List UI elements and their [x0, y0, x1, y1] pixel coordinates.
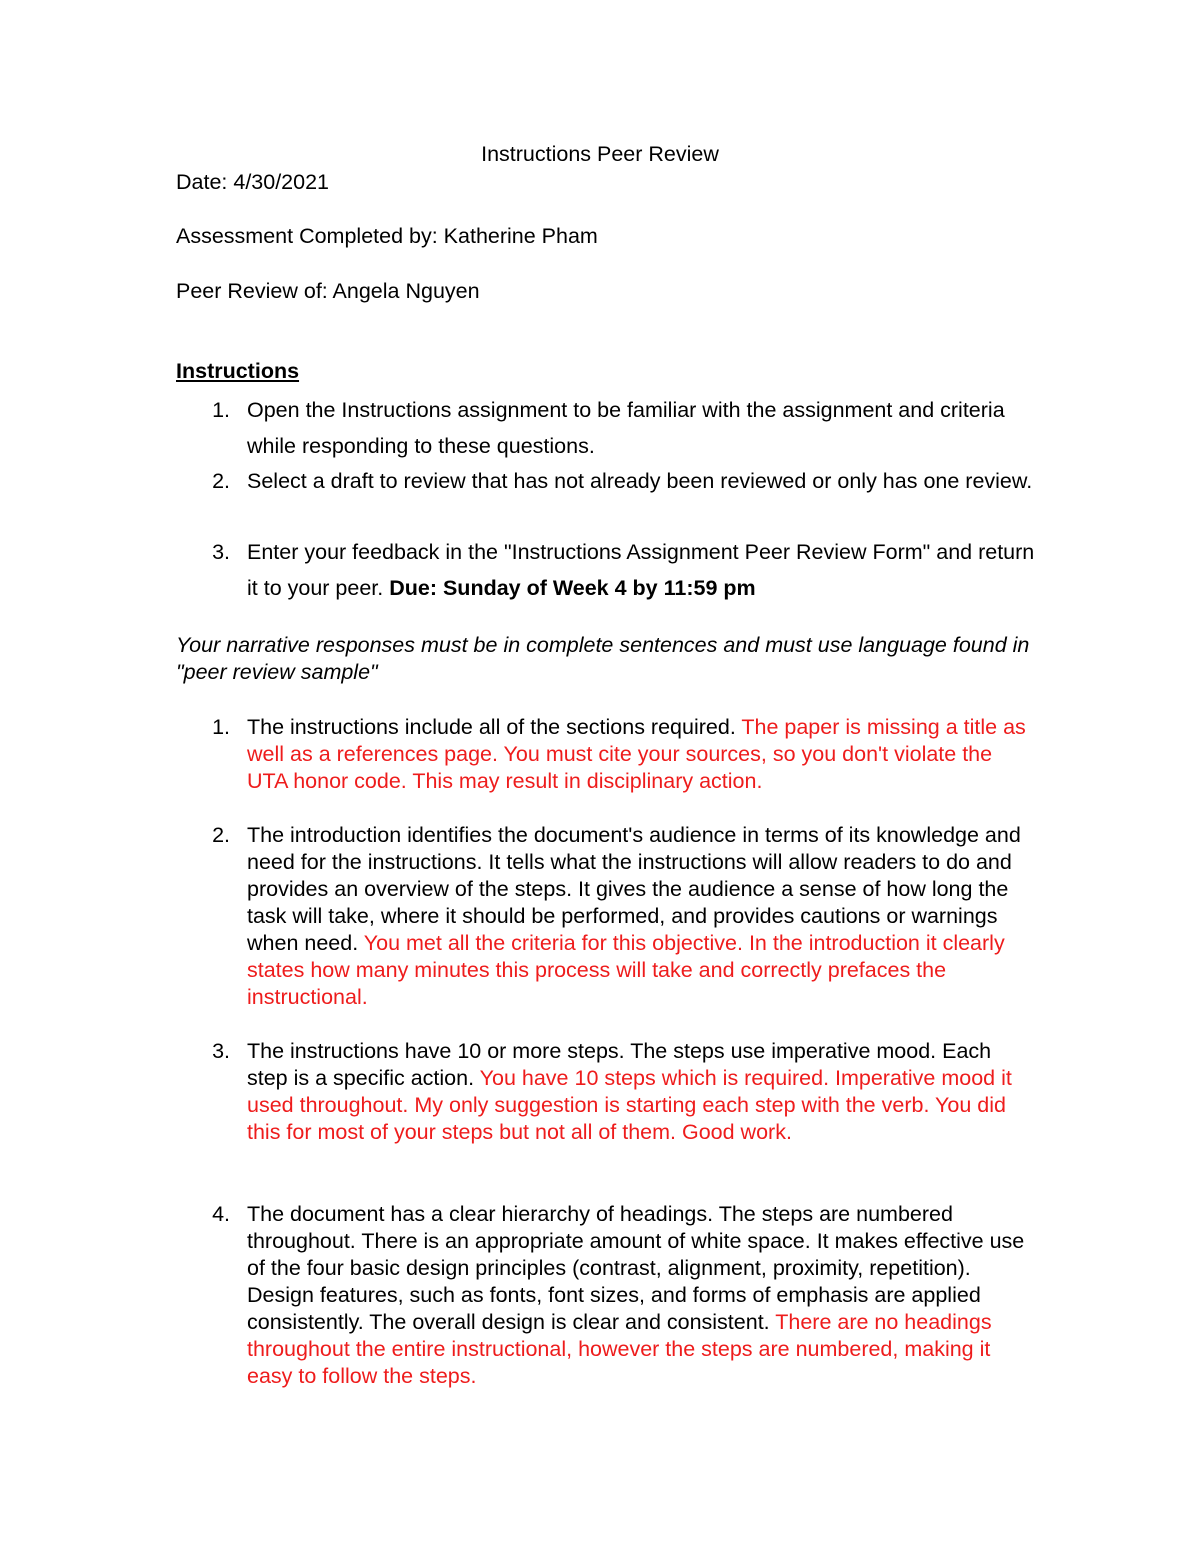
list-number: 4. [212, 1202, 230, 1226]
list-number: 1. [212, 398, 230, 422]
criterion-text [247, 714, 1037, 795]
reviewer-feedback: You met all the criteria for this objective. In the introduction it clearly states how many minutes this process will take and correctly prefaces the instructional. [247, 931, 1005, 1009]
criterion-text [247, 822, 1037, 1011]
list-number: 3. [212, 1039, 230, 1063]
reviewer-feedback: The paper is missing a title as well as a references page. You must cite your sources, so you don't violate the UTA honor code. This may result in disciplinary action. [247, 715, 1026, 793]
instructions-item-text [247, 535, 1037, 606]
criterion-text [247, 1038, 1037, 1146]
criterion-description: The document has a clear hierarchy of headings. The steps are numbered throughout. There is an appropriate amount of white space. It makes effective use of the four basic design principles (contrast, alignment, proximity, repetition). Design features, such as fonts, font sizes, and forms of emphasis are applied consistently. The overall design is clear and consistent. [247, 1202, 1025, 1334]
criterion-text [247, 1201, 1037, 1390]
reviewee-line: Peer Review of: Angela Nguyen [176, 279, 480, 303]
list-number: 3. [212, 540, 230, 564]
narrative-note: Your narrative responses must be in complete sentences and must use language found in "peer review sample" [176, 633, 1030, 684]
reviewer-feedback: There are no headings throughout the entire instructional, however the steps are numbered, making it easy to follow the steps. [247, 1310, 992, 1388]
instructions-item-plain-text: Enter your feedback in the "Instructions Assignment Peer Review Form" and return it to your peer. [247, 540, 1035, 600]
assessor-line: Assessment Completed by: Katherine Pham [176, 224, 598, 248]
criterion-description: The instructions include all of the sections required. [247, 715, 742, 739]
date-line: Date: 4/30/2021 [176, 170, 330, 194]
criterion-description: The instructions have 10 or more steps. The steps use imperative mood. Each step is a specific action. [247, 1039, 992, 1090]
list-number: 2. [212, 823, 230, 847]
document-title: Instructions Peer Review [481, 142, 719, 166]
instructions-item-text: Select a draft to review that has not already been reviewed or only has one review. [247, 469, 1033, 493]
due-date: Due: Sunday of Week 4 by 11:59 pm [389, 575, 756, 600]
instructions-item-text: Open the Instructions assignment to be familiar with the assignment and criteria while responding to these questions. [247, 398, 1005, 458]
list-number: 1. [212, 715, 230, 739]
criterion-description: The introduction identifies the document's audience in terms of its knowledge and need for the instructions. It tells what the instructions will allow readers to do and provides an overview of the steps. It gives the audience a sense of how long the task will take, where it should be performed, and provides cautions or warnings when need. [247, 823, 1021, 955]
instructions-heading: Instructions [176, 359, 300, 383]
list-number: 2. [212, 469, 230, 493]
reviewer-feedback: You have 10 steps which is required. Imperative mood it used throughout. My only suggestion is starting each step with the verb. You did this for most of your steps but not all of them. Good work. [247, 1066, 1012, 1144]
